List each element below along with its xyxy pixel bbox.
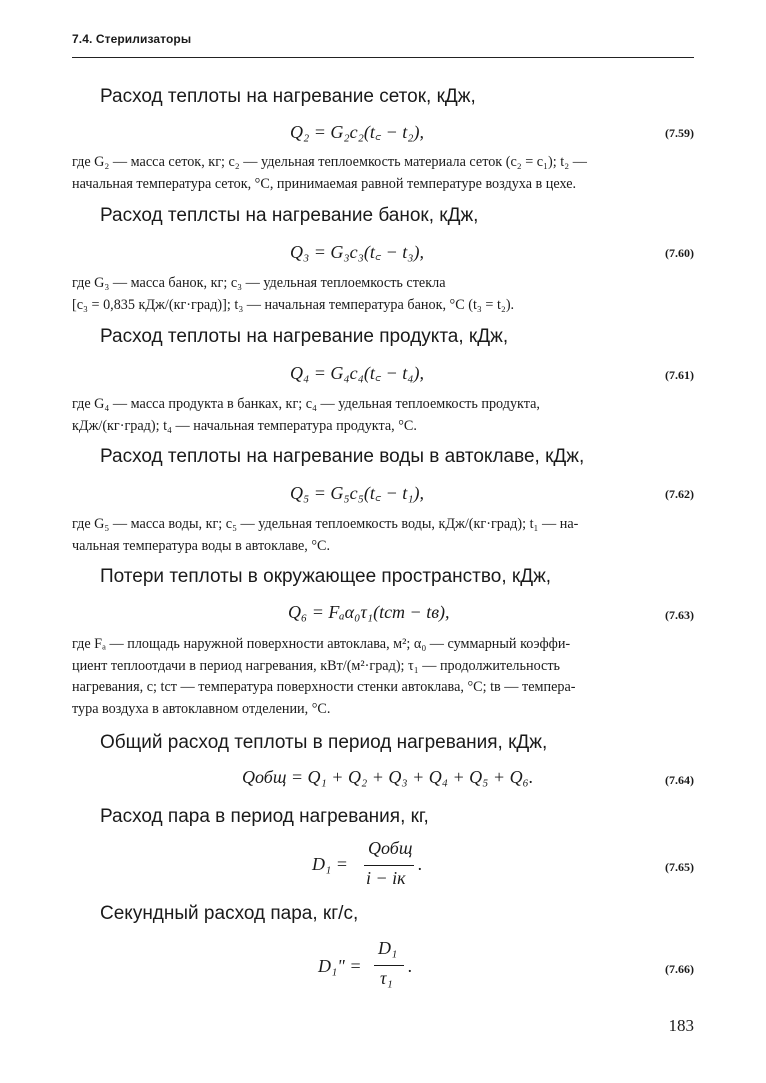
paragraph-jars-definition xyxy=(72,273,694,316)
running-header: 7.4. Стерилизаторы xyxy=(72,32,192,46)
fraction-bar xyxy=(364,865,414,866)
lead-heat-jars: Расход теплсты на нагревание банок, кДж, xyxy=(100,205,479,226)
lead-heat-grids: Расход теплоты на нагревание сеток, кДж, xyxy=(100,86,476,107)
text-line: тура воздуха в автоклавном отделении, °C. xyxy=(72,700,331,717)
lead-heat-product: Расход теплоты на нагревание продукта, кДж, xyxy=(100,326,509,347)
fraction-numerator: Qобщ xyxy=(368,838,413,858)
lead-steam-heating: Расход пара в период нагревания, кг, xyxy=(100,806,429,827)
equation-number: (7.63) xyxy=(665,608,694,622)
equation-7-64: Qобщ = Q₁ + Q₂ + Q₃ + Q₄ + Q₅ + Q₆. xyxy=(242,767,534,787)
text-line: где Fₐ — площадь наружной поверхности автоклава, м²; α₀ — суммарный коэффи- xyxy=(72,636,571,652)
equation-lhs: D₁" = xyxy=(318,956,362,976)
equation-7-61: Q₄ = G₄c₄(t꜀ − t₄), xyxy=(290,363,425,383)
text-line: нагревания, с; tст — температура поверхности стенки автоклава, °C; tв — темпера- xyxy=(72,679,576,695)
equation-number: (7.59) xyxy=(665,126,694,140)
fraction-numerator: D₁ xyxy=(378,938,398,958)
paragraph-losses-definition xyxy=(72,634,694,720)
text-line: где G₅ — масса воды, кг; c₅ — удельная теплоемкость воды, кДж/(кг·град); t₁ — на- xyxy=(72,516,579,532)
equation-number: (7.66) xyxy=(665,962,694,976)
equation-number: (7.60) xyxy=(665,246,694,260)
text-line: циент теплоотдачи в период нагревания, кВт/(м²·град); τ₁ — продолжительность xyxy=(72,657,560,674)
equation-tail: . xyxy=(408,956,413,976)
header-divider xyxy=(72,57,694,58)
paragraph-product-definition xyxy=(72,394,694,437)
text-line: где G₂ — масса сеток, кг; c₂ — удельная теплоемкость материала сеток (c₂ = c₁); t₂ — xyxy=(72,154,587,170)
paragraph-water-definition xyxy=(72,514,694,557)
equation-7-59: Q₂ = G₂c₂(t꜀ − t₂), xyxy=(290,122,425,142)
lead-heat-water: Расход теплоты на нагревание воды в автоклаве, кДж, xyxy=(100,446,585,467)
equation-number: (7.65) xyxy=(665,860,694,874)
equation-7-62: Q₅ = G₅c₅(t꜀ − t₁), xyxy=(290,483,425,503)
equation-number: (7.62) xyxy=(665,487,694,501)
equation-lhs: D₁ = xyxy=(312,854,348,874)
text-line: где G₄ — масса продукта в банках, кг; c₄ — удельная теплоемкость продукта, xyxy=(72,396,540,412)
text-line: где G₃ — масса банок, кг; c₃ — удельная теплоемкость стекла xyxy=(72,275,446,291)
lead-total-heat: Общий расход теплоты в период нагревания, кДж, xyxy=(100,732,548,753)
page-number: 183 xyxy=(668,1016,694,1035)
equation-number: (7.61) xyxy=(665,368,694,382)
text-line: кДж/(кг·град); t₄ — начальная температура продукта, °C. xyxy=(72,417,417,434)
text-line: начальная температура сеток, °C, принимаемая равной температуре воздуха в цехе. xyxy=(72,175,577,192)
lead-steam-per-second: Секундный расход пара, кг/с, xyxy=(100,903,359,924)
equation-7-65 xyxy=(312,838,442,894)
lead-heat-losses: Потери теплоты в окружающее пространство, кДж, xyxy=(100,566,552,587)
equation-7-66 xyxy=(318,938,428,994)
fraction-bar xyxy=(374,965,404,966)
text-line: [c₃ = 0,835 кДж/(кг·град)]; t₃ — начальная температура банок, °C (t₃ = t₂). xyxy=(72,296,515,313)
equation-number: (7.64) xyxy=(665,773,694,787)
fraction-denominator: τ₁ xyxy=(380,968,393,988)
fraction-denominator: i − iк xyxy=(366,868,406,888)
equation-tail: . xyxy=(418,854,423,874)
equation-7-63: Q₆ = Fₐα₀τ₁(tст − tв), xyxy=(288,602,450,622)
equation-7-60: Q₃ = G₃c₃(t꜀ − t₃), xyxy=(290,242,425,262)
paragraph-grids-definition xyxy=(72,152,694,195)
text-line: чальная температура воды в автоклаве, °C. xyxy=(72,537,331,554)
